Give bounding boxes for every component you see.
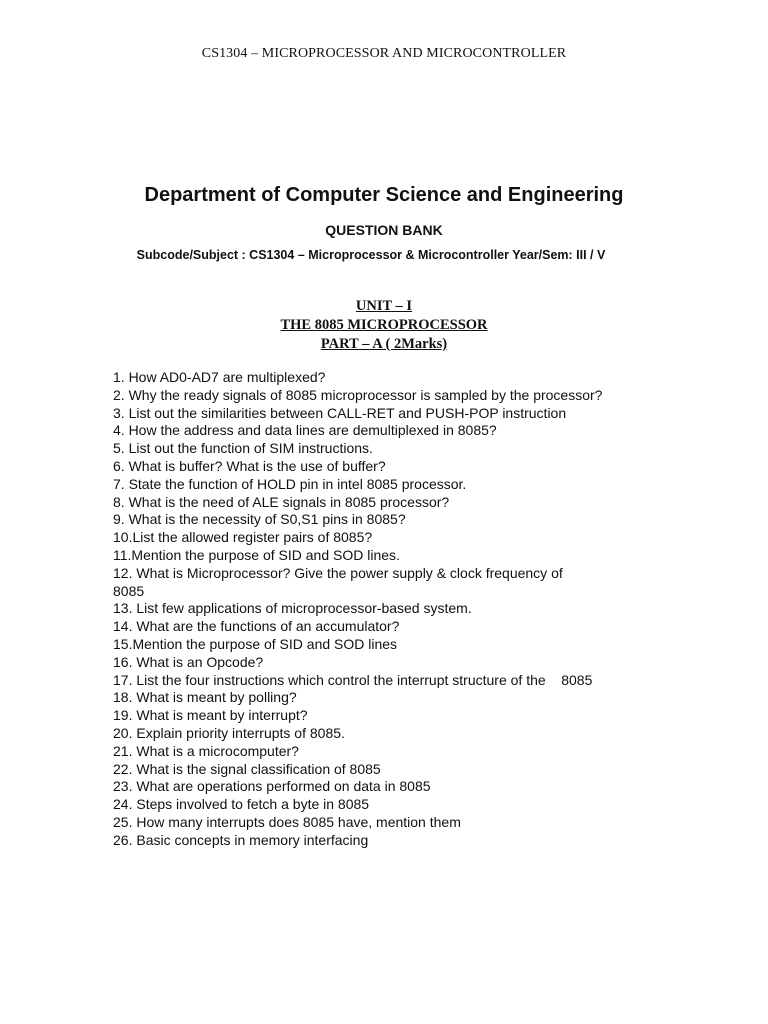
- question-item: 2. Why the ready signals of 8085 microprocessor is sampled by the processor?: [113, 386, 603, 403]
- question-item: 25. How many interrupts does 8085 have, mention them: [113, 813, 461, 830]
- question-item-continuation: 8085: [113, 582, 145, 599]
- unit-heading-block: [0, 297, 768, 354]
- question-item: 11.Mention the purpose of SID and SOD lines.: [113, 546, 400, 563]
- question-item: 6. What is buffer? What is the use of buffer?: [113, 457, 386, 474]
- question-item: 8. What is the need of ALE signals in 8085 processor?: [113, 493, 450, 510]
- question-item: 18. What is meant by polling?: [113, 689, 297, 706]
- question-bank-heading: QUESTION BANK: [325, 222, 443, 238]
- question-item: 21. What is a microcomputer?: [113, 742, 299, 759]
- unit-label: UNIT – I: [355, 298, 413, 314]
- question-item: 9. What is the necessity of S0,S1 pins in 8085?: [113, 511, 406, 528]
- question-item: 23. What are operations performed on data in 8085: [113, 778, 431, 795]
- question-item: 24. Steps involved to fetch a byte in 8085: [113, 796, 370, 813]
- running-header: CS1304 – MICROPROCESSOR AND MICROCONTROLLER: [201, 46, 567, 61]
- question-item: 1. How AD0-AD7 are multiplexed?: [113, 369, 326, 385]
- question-item: 12. What is Microprocessor? Give the power supply & clock frequency of: [113, 564, 563, 581]
- question-item: 19. What is meant by interrupt?: [113, 707, 308, 724]
- question-item: 26. Basic concepts in memory interfacing: [113, 831, 369, 848]
- question-item: 17. List the four instructions which control the interrupt structure of the 8085: [113, 671, 593, 688]
- question-item: 4. How the address and data lines are demultiplexed in 8085?: [113, 422, 497, 439]
- question-item: 14. What are the functions of an accumulator?: [113, 618, 400, 635]
- question-item: 7. State the function of HOLD pin in intel 8085 processor.: [113, 475, 467, 492]
- question-list: [113, 369, 673, 850]
- question-item: 15.Mention the purpose of SID and SOD lines: [113, 635, 398, 652]
- question-item: 16. What is an Opcode?: [113, 653, 264, 670]
- question-item: 20. Explain priority interrupts of 8085.: [113, 724, 345, 741]
- unit-title: THE 8085 MICROPROCESSOR: [280, 317, 488, 333]
- part-label: PART – A ( 2Marks): [320, 336, 448, 352]
- question-item: 10.List the allowed register pairs of 8085?: [113, 529, 373, 546]
- question-item: 3. List out the similarities between CALL-RET and PUSH-POP instruction: [113, 404, 567, 421]
- question-item: 22. What is the signal classification of 8085: [113, 760, 381, 777]
- question-item: 13. List few applications of microprocessor-based system.: [113, 600, 472, 617]
- department-title: Department of Computer Science and Engineering: [144, 184, 624, 206]
- question-item: 5. List out the function of SIM instructions.: [113, 440, 373, 457]
- subject-line: Subcode/Subject : CS1304 – Microprocessor & Microcontroller Year/Sem: III / V: [136, 248, 606, 262]
